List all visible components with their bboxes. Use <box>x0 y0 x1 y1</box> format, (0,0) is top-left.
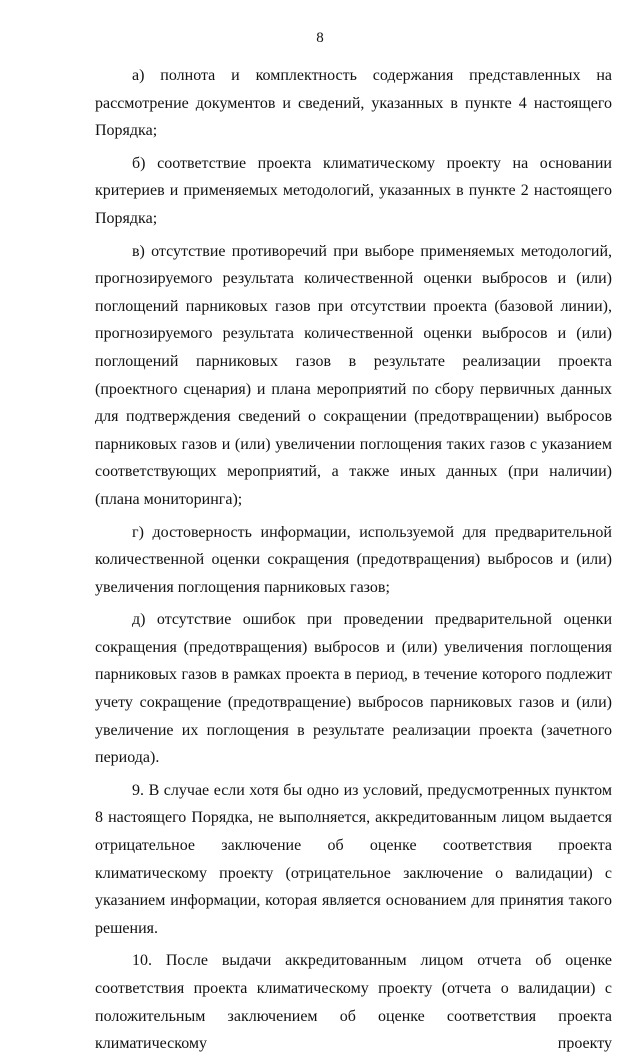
paragraph-10: 10. После выдачи аккредитованным лицом отчета об оценке соответствия проекта климатическому проекту (отчета о валидации) с положительным заключением об оценке соответствия проекта климатическому проекту <box>95 952 612 1053</box>
paragraph-g: г) достоверность информации, используемой для предварительной количественной оценки сокращения (предотвращения) выбросов и (или) увеличения поглощения парниковых газов; <box>95 523 612 596</box>
paragraph-9: 9. В случае если хотя бы одно из условий, предусмотренных пунктом 8 настоящего Порядка, не выполняется, аккредитованным лицом выдается отрицательное заключение об оценке соответствия проекта климатическому проекту (отрицательное заключение о валидации) с указанием информации, которая является основанием для принятия такого решения. <box>95 781 612 937</box>
paragraph-d: д) отсутствие ошибок при проведении предварительной оценки сокращения (предотвращения) выбросов и (или) увеличения поглощения парниковых газов в рамках проекта в период, в течение которого подлежит учету сокращение (предотвращение) выбросов парниковых газов и (или) увеличение их поглощения в результате реализации проекта (зачетного периода). <box>95 611 612 767</box>
page-number: 8 <box>316 30 324 46</box>
paragraph-v: в) отсутствие противоречий при выборе применяемых методологий, прогнозируемого результата количественной оценки выбросов и (или) поглощений парниковых газов при отсутствии проекта (базовой линии), прогнозируемого результата количественной оценки выбросов и (или) поглощений парниковых газов в результате реализации проекта (проектного сценария) и плана мероприятий по сбору первичных данных для подтверждения сведений о сокращении (предотвращении) выбросов парниковых газов и (или) увеличении поглощения таких газов с указанием соответствующих мероприятий, а также иных данных (при наличии) (плана мониторинга); <box>95 242 612 508</box>
paragraph-b: б) соответствие проекта климатическому проекту на основании критериев и применяемых методологий, указанных в пункте 2 настоящего Порядка; <box>95 154 612 227</box>
document-body <box>95 62 612 1063</box>
paragraph-a: а) полнота и комплектность содержания представленных на рассмотрение документов и сведений, указанных в пункте 4 настоящего Порядка; <box>95 67 612 140</box>
